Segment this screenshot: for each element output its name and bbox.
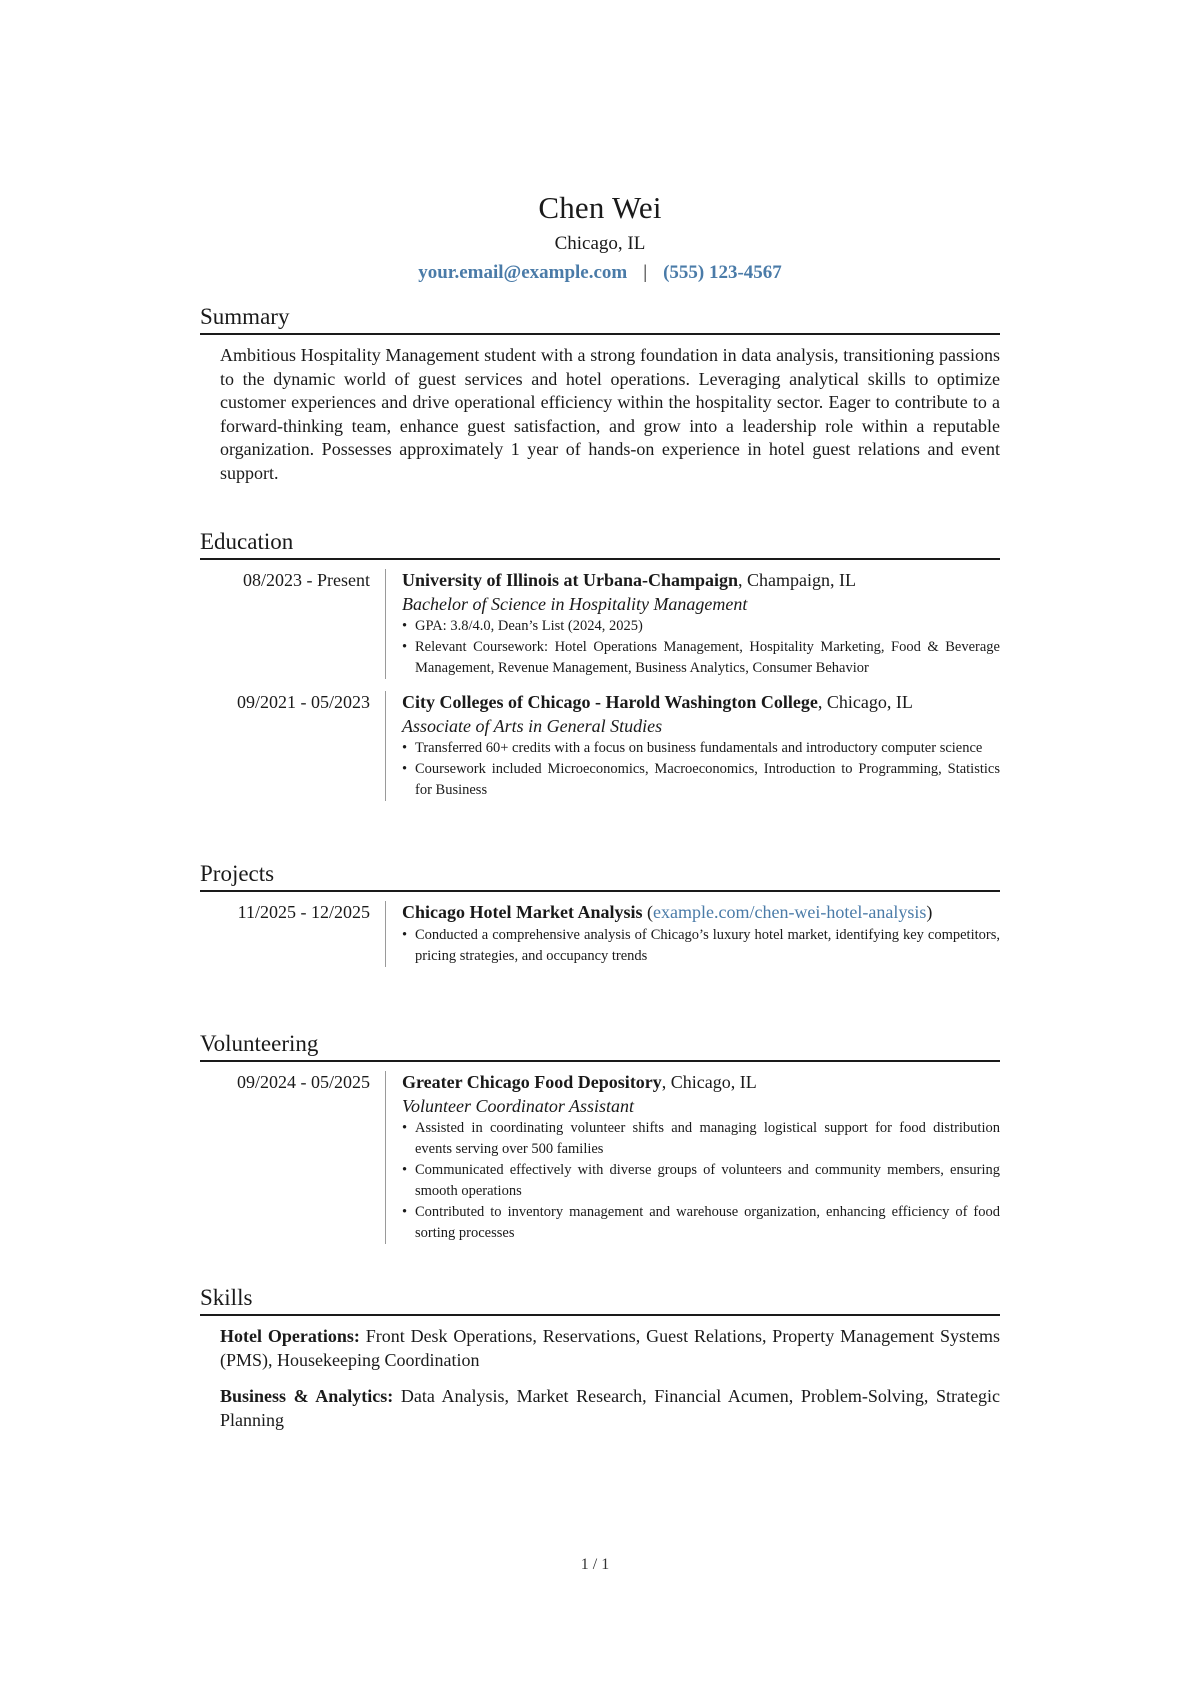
list-item: • Relevant Coursework: Hotel Operations Management, Hospitality Marketing, Food & Beverage Management, Revenue Management, Business Analytics, Consumer Behavior	[402, 637, 1000, 679]
project-entry	[200, 901, 1000, 967]
volunteering-entry	[200, 1071, 1000, 1244]
bullet-list	[402, 925, 1000, 967]
bullet-list	[402, 616, 1000, 679]
skills-body	[200, 1325, 1000, 1432]
entry-date: 09/2021 - 05/2023	[200, 691, 386, 801]
list-item: • GPA: 3.8/4.0, Dean’s List (2024, 2025)	[402, 616, 1000, 637]
contact-line	[200, 261, 1000, 285]
section-title-projects: Projects	[200, 860, 1000, 892]
project-name: Chicago Hotel Market Analysis	[402, 902, 643, 922]
summary-section	[200, 303, 1000, 485]
list-item: • Coursework included Microeconomics, Macroeconomics, Introduction to Programming, Statistics for Business	[402, 759, 1000, 801]
institution-name: University of Illinois at Urbana-Champaign	[402, 570, 739, 590]
education-section	[200, 528, 1000, 801]
page-number: 1 / 1	[580, 1556, 610, 1573]
section-title-education: Education	[200, 528, 1000, 560]
institution-location: , Chicago, IL	[817, 692, 913, 712]
skill-group	[220, 1325, 1000, 1372]
skill-group-label: Hotel Operations:	[220, 1326, 360, 1346]
projects-section	[200, 860, 1000, 967]
organization-location: , Chicago, IL	[661, 1072, 757, 1092]
section-title-skills: Skills	[200, 1284, 1000, 1316]
bullet-list	[402, 738, 1000, 801]
list-item: • Conducted a comprehensive analysis of Chicago’s luxury hotel market, identifying key competitors, pricing strategies, and occupancy trends	[402, 925, 1000, 967]
entry-content	[386, 691, 1000, 801]
section-title-summary: Summary	[200, 303, 1000, 335]
institution-location: , Champaign, IL	[738, 570, 857, 590]
entry-content	[386, 901, 1000, 967]
list-item: • Transferred 60+ credits with a focus on business fundamentals and introductory computer science	[402, 738, 1000, 759]
email-link[interactable]: your.email@example.com	[418, 262, 628, 283]
volunteering-section	[200, 1030, 1000, 1244]
skill-group-label: Business & Analytics:	[220, 1386, 394, 1406]
list-item: • Contributed to inventory management and warehouse organization, enhancing efficiency of food sorting processes	[402, 1202, 1000, 1244]
link-paren-close: )	[926, 902, 933, 922]
candidate-name: Chen Wei	[538, 190, 662, 225]
education-entry	[200, 691, 1000, 801]
resume-page	[200, 0, 1000, 1430]
skill-group-items: Data Analysis, Market Research, Financial Acumen, Problem-Solving, Strategic Planning	[220, 1386, 1000, 1430]
entry-date: 11/2025 - 12/2025	[200, 901, 386, 967]
volunteer-role: Volunteer Coordinator Assistant	[402, 1095, 635, 1116]
resume-header	[200, 0, 1000, 285]
candidate-location: Chicago, IL	[554, 233, 646, 254]
phone-link[interactable]: (555) 123-4567	[663, 262, 782, 283]
section-title-volunteering: Volunteering	[200, 1030, 1000, 1062]
degree-name: Bachelor of Science in Hospitality Management	[402, 593, 748, 614]
entry-content	[386, 1071, 1000, 1244]
project-link[interactable]: example.com/chen-wei-hotel-analysis	[653, 902, 927, 922]
list-item: • Assisted in coordinating volunteer shifts and managing logistical support for food distribution events serving over 500 families	[402, 1118, 1000, 1160]
contact-separator: |	[643, 262, 648, 283]
link-paren-open: (	[642, 902, 653, 922]
organization-name: Greater Chicago Food Depository	[402, 1072, 662, 1092]
bullet-list	[402, 1118, 1000, 1244]
entry-content	[386, 569, 1000, 679]
list-item: • Communicated effectively with diverse groups of volunteers and community members, ensuring smooth operations	[402, 1160, 1000, 1202]
institution-name: City Colleges of Chicago - Harold Washington College	[402, 692, 818, 712]
skill-group	[220, 1385, 1000, 1432]
summary-text: Ambitious Hospitality Management student with a strong foundation in data analysis, transitioning passions to the dynamic world of guest services and hotel operations. Leveraging analytical skills to optimize customer experiences and drive operational efficiency within the hospitality sector. Eager to contribute to a forward-thinking team, enhance guest satisfaction, and grow into a leadership role within a reputable organization. Possesses approximately 1 year of hands-on experience in hotel guest relations and event support.	[220, 345, 1000, 483]
entry-date: 09/2024 - 05/2025	[200, 1071, 386, 1244]
education-entry	[200, 569, 1000, 679]
skills-section	[200, 1284, 1000, 1432]
degree-name: Associate of Arts in General Studies	[402, 715, 663, 736]
skill-group-items: Front Desk Operations, Reservations, Guest Relations, Property Management Systems (PMS), Housekeeping Coordination	[220, 1326, 1000, 1370]
entry-date: 08/2023 - Present	[200, 569, 386, 679]
